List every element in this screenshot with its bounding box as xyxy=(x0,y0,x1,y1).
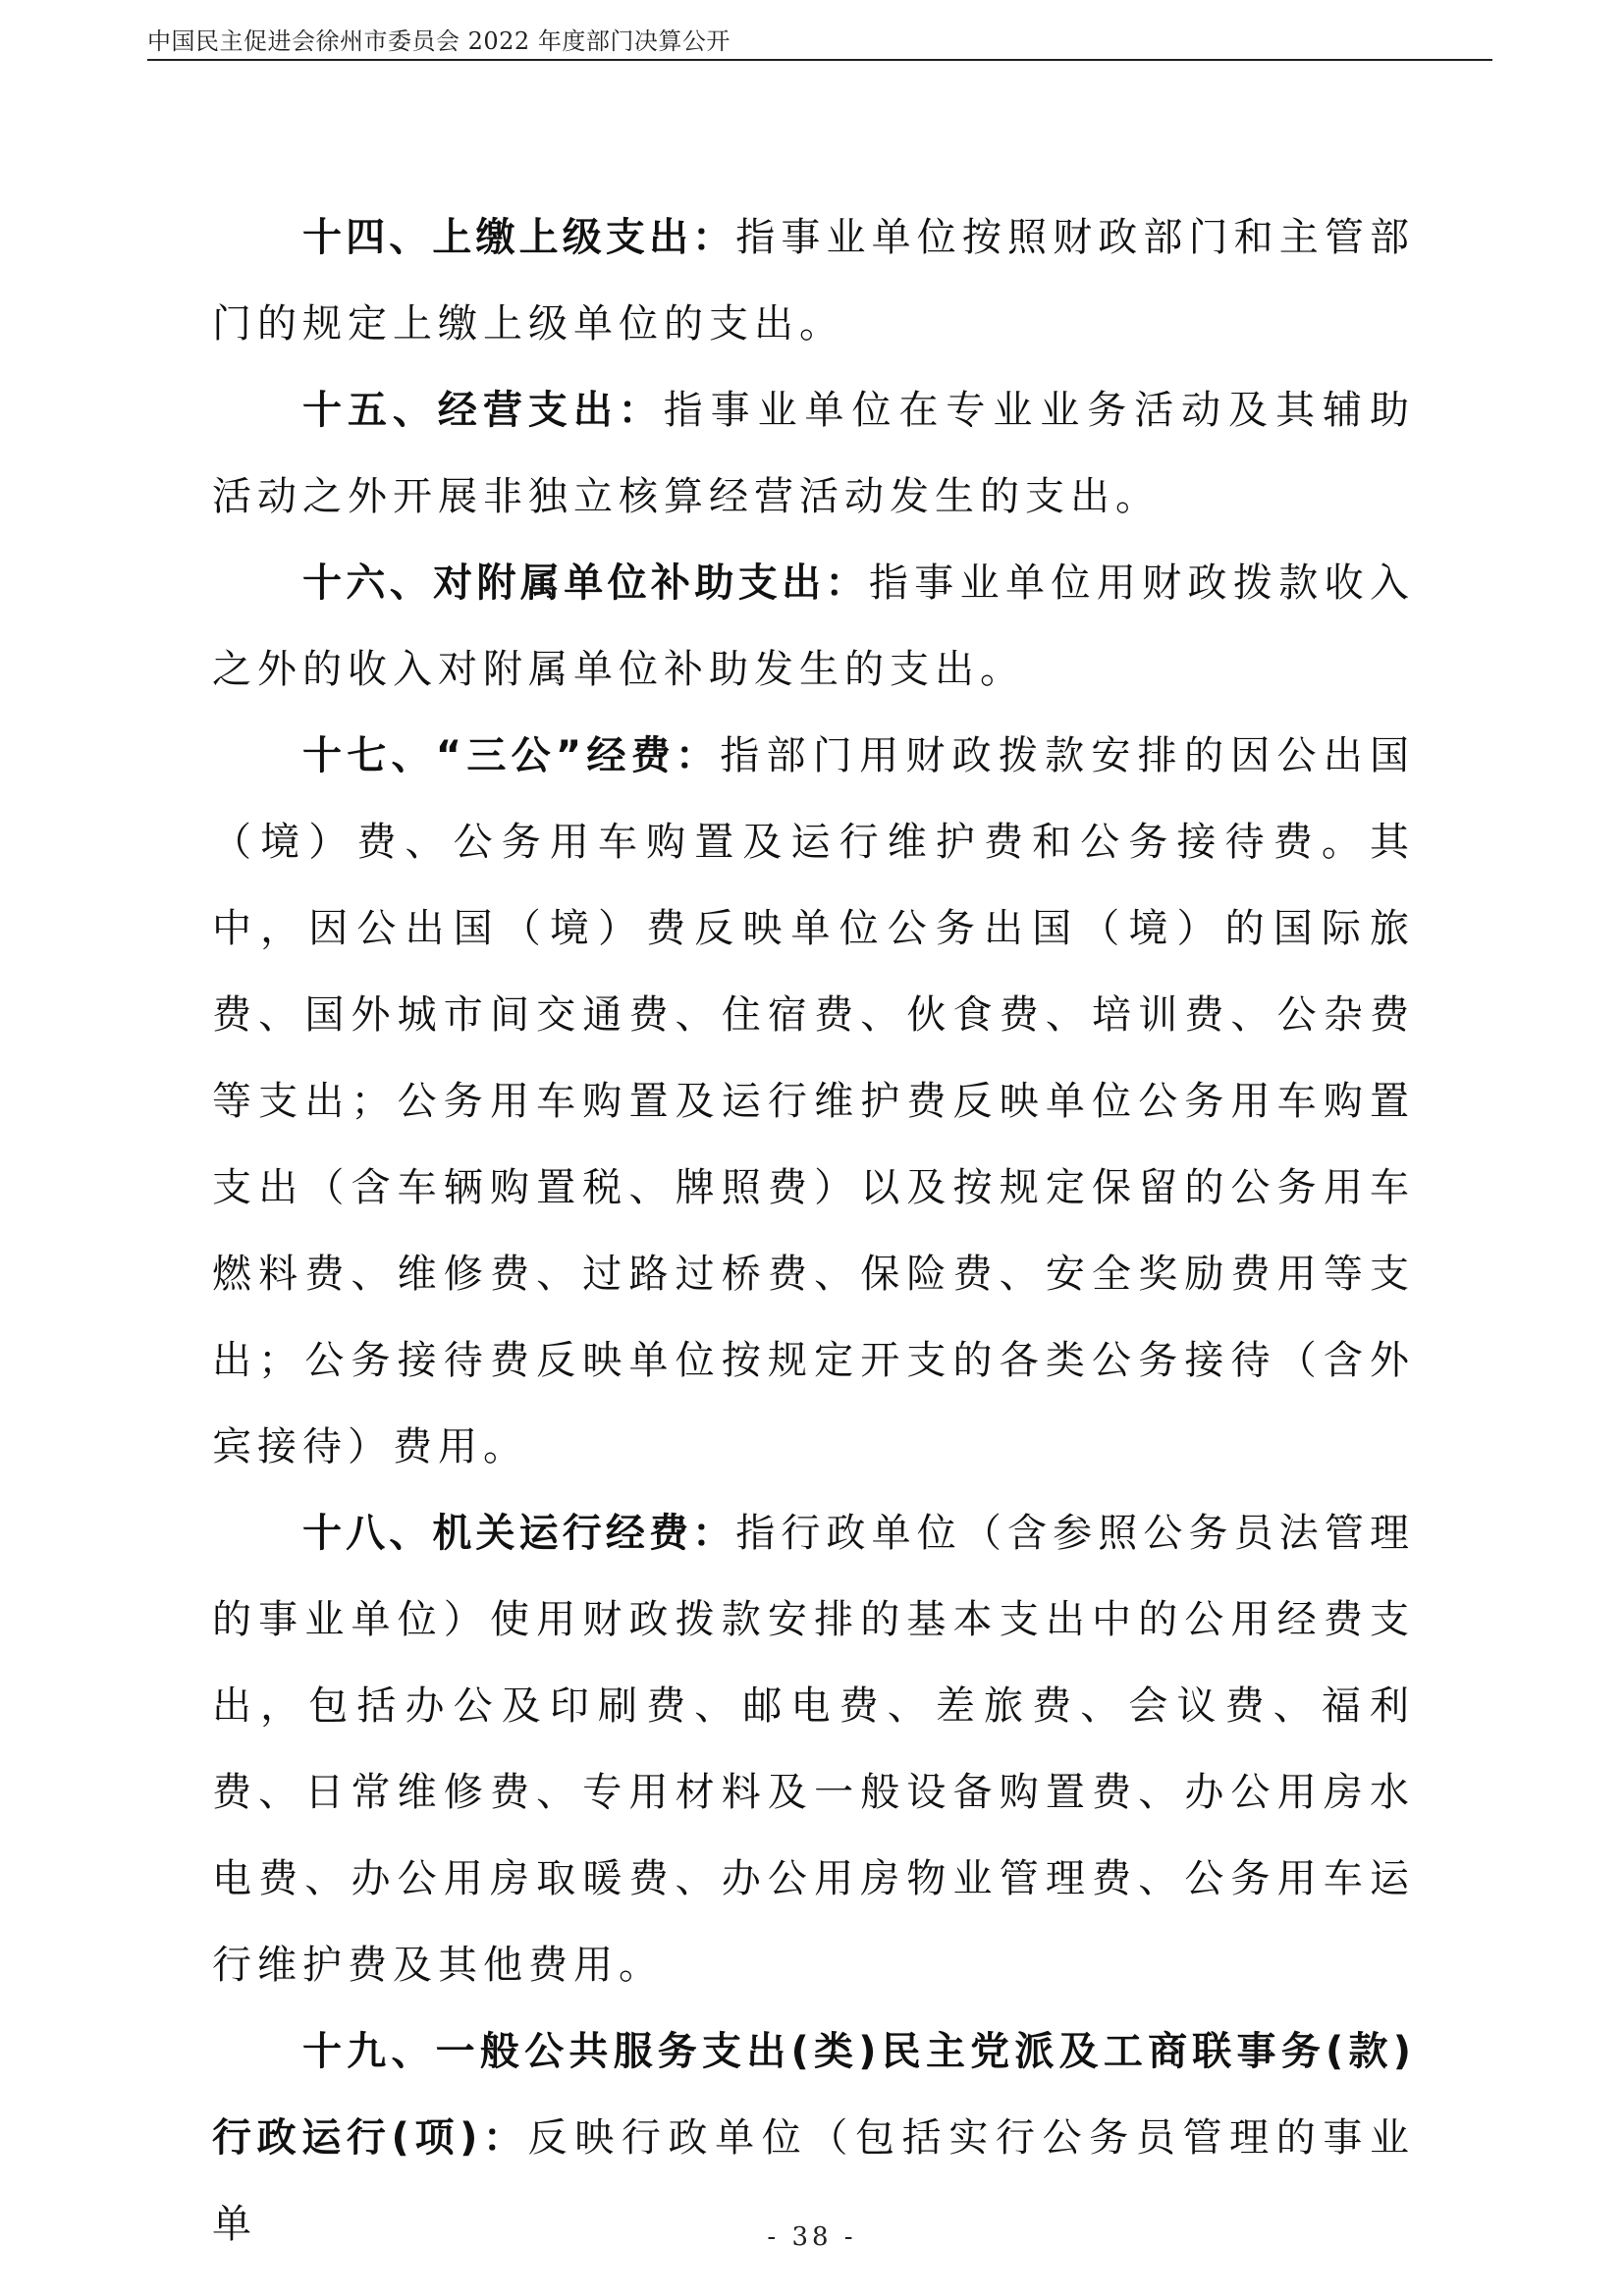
term-definition: 指行政单位（含参照公务员法管理的事业单位）使用财政拨款安排的基本支出中的公用经费支出，包括办公及印刷费、邮电费、差旅费、会议费、福利费、日常维修费、专用材料及一般设备购置费、办公用房水电费、办公用房取暖费、办公用房物业管理费、公务用车运行维护费及其他费用。 xyxy=(212,1511,1415,1988)
term-heading: 十六、对附属单位补助支出： xyxy=(302,561,869,606)
paragraph-item-15 xyxy=(212,367,1415,540)
term-definition: 指部门用财政拨款安排的因公出国（境）费、公务用车购置及运行维护费和公务接待费。其中，因公出国（境）费反映单位公务出国（境）的国际旅费、国外城市间交通费、住宿费、伙食费、培训费、公杂费等支出；公务用车购置及运行维护费反映单位公务用车购置支出（含车辆购置税、牌照费）以及按规定保留的公务用车燃料费、维修费、过路过桥费、保险费、安全奖励费用等支出；公务接待费反映单位按规定开支的各类公务接待（含外宾接待）费用。 xyxy=(212,733,1416,1469)
term-definition: 指事业单位用财政拨款收入之外的收入对附属单位补助发生的支出。 xyxy=(212,561,1415,692)
page-number: - 38 - xyxy=(767,2222,857,2252)
document-body xyxy=(212,194,1415,2268)
term-definition: 指事业单位在专业业务活动及其辅助活动之外开展非独立核算经营活动发生的支出。 xyxy=(212,388,1416,519)
term-heading: 十九、一般公共服务支出(类)民主党派及工商联事务(款)行政运行(项)： xyxy=(212,2029,1415,2161)
term-heading: 十五、经营支出： xyxy=(302,388,664,433)
paragraph-item-16 xyxy=(212,540,1415,713)
paragraph-item-17 xyxy=(212,713,1415,1490)
term-heading: 十四、上缴上级支出： xyxy=(302,215,736,260)
paragraph-item-14 xyxy=(212,194,1415,367)
term-definition: 反映行政单位（包括实行公务员管理的事业单 xyxy=(212,2115,1416,2247)
term-heading: 十八、机关运行经费： xyxy=(302,1511,736,1556)
header-rule xyxy=(147,59,1492,61)
paragraph-item-18 xyxy=(212,1490,1415,2008)
term-definition: 指事业单位按照财政部门和主管部门的规定上缴上级单位的支出。 xyxy=(212,215,1415,347)
term-heading: 十七、“三公”经费： xyxy=(302,733,721,778)
page-header: 中国民主促进会徐州市委员会 2022 年度部门决算公开 xyxy=(147,27,731,55)
